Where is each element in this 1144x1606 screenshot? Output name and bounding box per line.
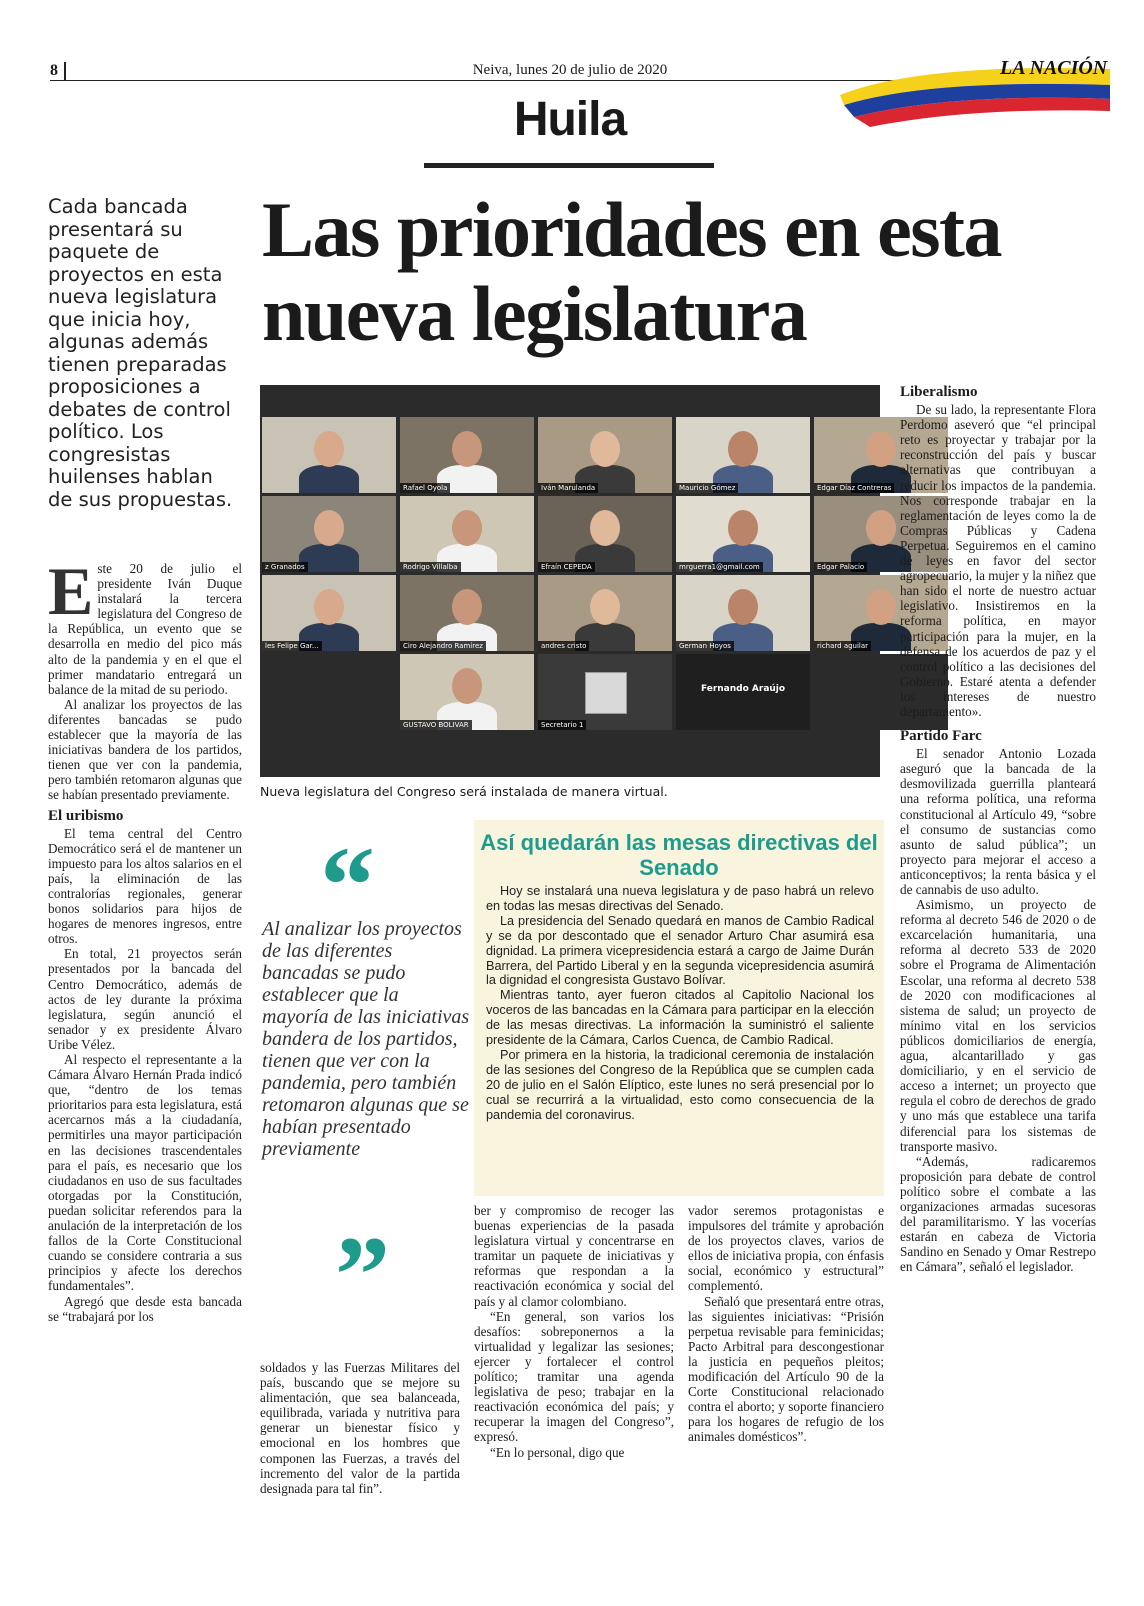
participant-tile xyxy=(400,654,534,730)
newspaper-logo xyxy=(840,55,1110,130)
paragraph: vador seremos protagonistas e impulsores del trámite y aprobación de los proyectos claves, varios de ellos de iniciativa propia, con énfasis social, económico y estructural” complementó. xyxy=(688,1203,884,1294)
participant-tile xyxy=(262,496,396,572)
participant-tile xyxy=(676,654,810,730)
paragraph: ber y compromiso de recoger las buenas experiencias de la pasada legislatura virtual y concentrarse en tramitar un paquete de iniciativas y reformas que respondan a la reactivación económica y social del país y al clamor colombiano. xyxy=(474,1203,674,1309)
participant-face xyxy=(590,589,620,625)
lede-text: Cada bancada presentará su paquete de proyectos en esta nueva legislatura que inicia hoy, algunas además tienen preparadas proposiciones a debates de control político. Los congresistas huilenses hablan de sus propuestas. xyxy=(48,195,233,511)
participant-tile xyxy=(400,417,534,493)
paragraph: soldados y las Fuerzas Militares del país, buscando que se mejore su alimentación, que sea balanceada, equilibrada, variada y nutritiva para generar un bienestar físico y emocional en los hombres que componen las Fuerzas, a través del incremento del valor de la partida designada para tal fin”. xyxy=(260,1360,460,1496)
article-column-4 xyxy=(900,385,1096,1274)
participant-tile xyxy=(400,575,534,651)
paragraph: Al respecto el representante a la Cámara Álvaro Hernán Prada indicó que, “dentro de los temas prioritarios para esta legislatura, está acercarnos más a la ciudadanía, permitirles una mayor participación en las decisiones trascendentales para el país, es necesario que los ciudadanos en uso de sus facultades otorgadas por la Constitución, puedan solicitar referendos para la anulación de la interpretación de los fallos de la Corte Constitucional cuando se considere contraria a sus principios y afecte los derechos fundamentales”. xyxy=(48,1052,242,1294)
senate-sidebar-box xyxy=(474,820,884,1196)
dateline: Neiva, lunes 20 de julio de 2020 xyxy=(472,62,668,78)
page-number-divider xyxy=(64,62,66,80)
sidebar-body xyxy=(486,884,874,1123)
paragraph: Señaló que presentará entre otras, las siguientes iniciativas: “Prisión perpetua revisable para feminicidas; Pacto Arbitral para descongestionar la justicia en pequeños pleitos; modificación del Artículo 90 de la Corte Constitucional relacionado contra el aborto; y soporte financiero para los hogares de refugio de los animales domésticos”. xyxy=(688,1293,884,1445)
participant-name-label: les Felipe Gar... xyxy=(262,641,322,651)
subhead-liberalismo: Liberalismo xyxy=(900,384,978,400)
headline: Las prioridades en esta nueva legislatura xyxy=(262,186,1002,357)
participant-tile xyxy=(538,417,672,493)
participant-name-label: z Granados xyxy=(262,562,308,572)
participant-tile xyxy=(262,654,396,730)
participant-face xyxy=(866,589,896,625)
paragraph: “Además, radicaremos proposición para debate de control político sobre el combate a las organizaciones armadas sucesoras del paramilitarismo. Y las vocerías estarán en cabeza de Victoria Sandino en Senado y Omar Restrepo en Cámara”, señaló el legislador. xyxy=(900,1153,1096,1275)
paragraph: Por primera en la historia, la tradicional ceremonia de instalación de las sesiones del Congreso de la República que se cumplen cada 20 de julio en el Salón Elíptico, este lunes no será presencial por lo cual se recurrirá a la virtualidad, esto como consecuencia de la pandemia del coronavirus. xyxy=(486,1047,874,1122)
participant-name-label: Rafael Oyola xyxy=(400,483,450,493)
participant-face xyxy=(866,510,896,546)
participant-face xyxy=(452,510,482,546)
page-number: 8 xyxy=(50,62,58,79)
drop-cap: E xyxy=(48,553,94,629)
subhead-partido-farc: Partido Farc xyxy=(900,728,982,745)
paragraph: El tema central del Centro Democrático será el de mantener un impuesto para los altos salarios en el país, la eliminación de las contralorías regionales, generar bonos solidarios para hijos de hogares de menores ingresos, entre otros. xyxy=(48,825,242,947)
participant-face xyxy=(452,589,482,625)
participant-face xyxy=(590,431,620,467)
participant-tile xyxy=(676,496,810,572)
paragraph: ste 20 de julio el presidente Iván Duque instalará la tercera legislatura del Congreso de la República, un evento que se desarrolla en medio del pico más alto de la pandemia y en el que el primer mandatario entregará un balance de la mitad de su periodo. xyxy=(48,561,242,697)
participant-tile xyxy=(538,496,672,572)
participant-tile xyxy=(676,417,810,493)
paragraph: La presidencia del Senado quedará en manos de Cambio Radical y se da por descontado que el senador Arturo Char asumirá esa dignidad. La primera vicepresidencia estará a cargo de Jaime Durán Barrera, del Partido Liberal y en la segunda vicepresidencia asumirá la dignidad el congresista Gustavo Bolívar. xyxy=(486,913,874,988)
participant-tile xyxy=(262,417,396,493)
paragraph: “En lo personal, digo que xyxy=(490,1444,625,1460)
section-title: Huila xyxy=(513,93,627,146)
article-column-3b xyxy=(688,1203,884,1445)
participant-face xyxy=(452,431,482,467)
quote-close-icon: ” xyxy=(335,1214,390,1336)
paragraph: En total, 21 proyectos serán presentados por la bancada del Centro Democrático, además de actos de ley durante la próxima legislatura, según anunció el senador y ex presidente Álvaro Uribe Vélez. xyxy=(48,946,242,1052)
sidebar-title: Así quedarán las mesas directivas del Senado xyxy=(480,830,878,880)
participant-name-label: Edgar Palacio xyxy=(814,562,867,572)
participant-face xyxy=(314,431,344,467)
participant-name-label: richard aguilar xyxy=(814,641,871,651)
participant-tile xyxy=(400,496,534,572)
participant-name-label: mrguerra1@gmail.com xyxy=(676,562,763,572)
paragraph: Al analizar los proyectos de las diferentes bancadas se pudo establecer que la mayoría de las iniciativas bandera de los partidos, tienen que ver con la pandemia, pero también retomaron algunas que se habían presentado previamente. xyxy=(48,696,242,803)
placeholder-image xyxy=(585,672,627,714)
paragraph: Agregó que desde esta bancada se “trabajará por los xyxy=(48,1293,242,1324)
participant-face xyxy=(728,510,758,546)
participant-name-label: Rodrigo Villalba xyxy=(400,562,461,572)
participant-tile xyxy=(676,575,810,651)
article-column-2 xyxy=(260,1360,460,1496)
participant-name-label: Secretario 1 xyxy=(538,720,586,730)
paragraph: De su lado, la representante Flora Perdomo aseveró que “el principal reto es proyectar y trabajar por la reconstrucción del país y buscar alternativas que contribuyan a reducir los impactos de la pandemia. Nos corresponde trabajar en la reglamentación de leyes como la de Compras Públicas y Cadena Perpetua. Seguiremos en el camino de leyes en favor del sector agropecuario, la mujer y la niñez que han sido el norte de nuestro actuar legislativo. Insistiremos en la reforma política, en mayor participación para la mujer, en la defensa de los acuerdos de paz y el control político a las decisiones del Gobierno. Estaré atenta a defender los intereses de nuestro departamento». xyxy=(900,402,1096,719)
participant-name-label: Edgar Díaz Contreras xyxy=(814,483,894,493)
participant-figure xyxy=(299,544,359,572)
participant-name-label: GUSTAVO BOLIVAR xyxy=(400,720,472,730)
participant-name-label: andres cristo xyxy=(538,641,589,651)
participant-name-label: German Hoyos xyxy=(676,641,734,651)
participant-face xyxy=(314,589,344,625)
participant-face xyxy=(866,431,896,467)
video-conference-photo xyxy=(260,385,892,777)
paragraph: Mientras tanto, ayer fueron citados al Capitolio Nacional los voceros de las bancadas en la Cámara para participar en la elección de las mesas directivas. La información la suministró el saliente presidente de la Cámara, Carlos Cuenca, de Cambio Radical. xyxy=(486,988,874,1048)
paragraph: El senador Antonio Lozada aseguró que la bancada de la desmovilizada guerrilla planteará una reforma política, una reforma constitucional al Artículo 49, “sobre el consumo de sustancias como asunto de salud pública”; un proyecto para mejorar el acceso a anticonceptivos; la renta básica y el de cannabis de uso adulto. xyxy=(900,746,1096,897)
participant-tile xyxy=(538,654,672,730)
participant-name-label: Iván Marulanda xyxy=(538,483,598,493)
participant-name-label: Efraín CEPEDA xyxy=(538,562,595,572)
participant-face xyxy=(590,510,620,546)
paragraph: Hoy se instalará una nueva legislatura y de paso habrá un relevo en todas las mesas directivas del Senado. xyxy=(486,884,874,913)
section-rule xyxy=(424,163,714,168)
participant-face xyxy=(728,431,758,467)
article-column-3a xyxy=(474,1203,674,1460)
photo-caption: Nueva legislatura del Congreso será instalada de manera virtual. xyxy=(260,784,668,799)
participant-name-label: Fernando Araújo xyxy=(700,684,786,694)
participant-name-label: Ciro Alejandro Ramírez xyxy=(400,641,486,651)
pull-quote: Al analizar los proyectos de las diferentes bancadas se pudo establecer que la mayoría de las iniciativas bandera de los partidos, tienen que ver con la pandemia, pero también retomaron algunas que se habían presentado previamente xyxy=(262,918,470,1160)
participant-figure xyxy=(299,465,359,493)
participant-face xyxy=(728,589,758,625)
logo-wordmark: LA NACIÓN xyxy=(1000,57,1108,79)
article-column-1 xyxy=(48,553,242,1324)
subhead-uribismo: El uribismo xyxy=(48,807,124,824)
participant-face xyxy=(452,668,482,704)
participant-face xyxy=(314,510,344,546)
participant-tile xyxy=(262,575,396,651)
paragraph: Asimismo, un proyecto de reforma al decreto 546 de 2020 o de excarcelación humanitaria, una reforma al decreto 533 de 2020 sobre el Programa de Alimentación Escolar, una reforma al decreto 538 de 2020 con modificaciones al sistema de salud; un proyecto de mínimo vital en los servicios públicos domiciliarios de energía, agua, alcantarillado y gas domiciliario, y en el servicio de acceso a internet; un proyecto que regula el cobro de derechos de grado y uno más que establece una tarifa diferencial para los sistemas de transporte masivo. xyxy=(900,897,1096,1154)
participant-name-label: Mauricio Gómez xyxy=(676,483,738,493)
paragraph: “En general, son varios los desafíos: sobreponernos a la virtualidad y legalizar las sesiones; ejercer y fortalecer el control político; tramitar una agenda legislativa de peso; trabajar en la reactivación económica del país; y recuperar la imagen del Congreso”, expresó. xyxy=(474,1308,674,1445)
participant-tile xyxy=(538,575,672,651)
quote-open-icon: “ xyxy=(320,824,375,946)
